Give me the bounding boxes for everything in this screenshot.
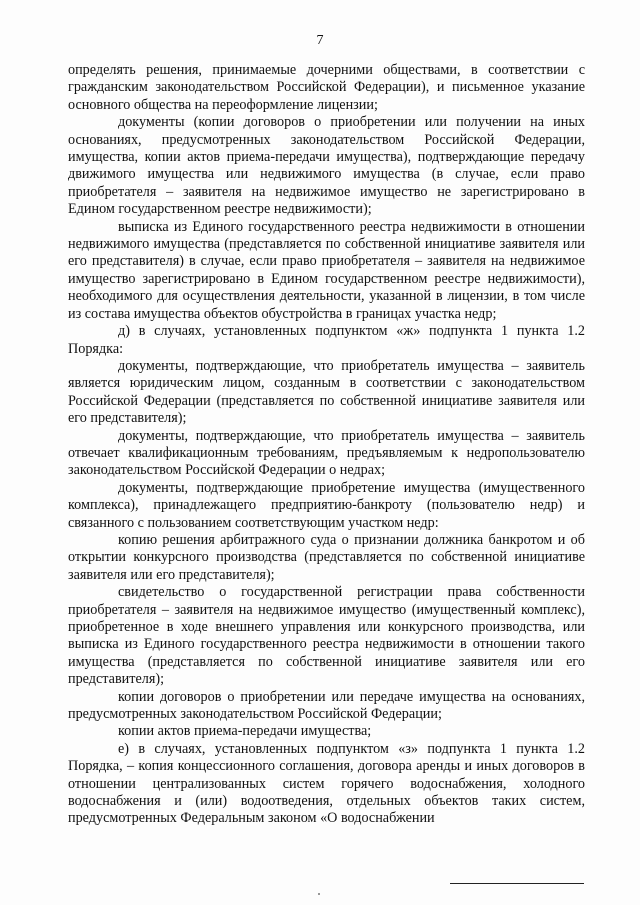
document-body [68, 62, 585, 828]
paragraph-4: д) в случаях, установленных подпунктом «ж» подпункта 1 пункта 1.2 Порядка: [68, 323, 585, 357]
paragraph-1: определять решения, принимаемые дочерними обществами, в соответствии с гражданским законодательством Российской Федерации), и письменное указание основного общества на переоформление лицензии; [68, 62, 585, 113]
paragraph-8: копию решения арбитражного суда о признании должника банкротом и об открытии конкурсного производства (представляется по собственной инициативе заявителя или его представителя); [68, 531, 585, 583]
footer-rule [450, 883, 584, 884]
page-number: 7 [316, 33, 324, 48]
paragraph-11: копии актов приема-передачи имущества; [118, 723, 372, 740]
paragraph-9: свидетельство о государственной регистрации права собственности приобретателя – заявителя на недвижимое имущество (имущественный комплекс), приобретенное в ходе внешнего управления или конкурсного производства, или выписка из Единого государственного реестра недвижимости в отношении такого имущества (представляется по собственной инициативе заявителя или его представителя); [68, 584, 585, 688]
paragraph-2: документы (копии договоров о приобретении или получении на иных основаниях, предусмотренных законодательством Российской Федерации, имущества, копии актов приема-передачи имущества), подтверждающие передачу движимого имущества или недвижимого имущества (в случае, если право приобретателя – заявителя на недвижимое имущество не зарегистрировано в Едином государственном реестре недвижимости); [68, 114, 585, 218]
paragraph-12: е) в случаях, установленных подпунктом «з» подпункта 1 пункта 1.2 Порядка, – копия концессионного соглашения, договора аренды и иных договоров в отношении централизованных систем горячего водоснабжения, холодного водоснабжения и (или) водоотведения, отдельных объектов таких систем, предусмотренных Федеральным законом «О водоснабжении [68, 740, 585, 827]
paragraph-10: копии договоров о приобретении или передаче имущества на основаниях, предусмотренных законодательством Российской Федерации; [68, 688, 585, 723]
paragraph-5: документы, подтверждающие, что приобретатель имущества – заявитель является юридическим лицом, созданным в соответствии с законодательством Российской Федерации (представляется по собственной инициативе заявителя или его представителя); [68, 357, 585, 427]
paragraph-6: документы, подтверждающие, что приобретатель имущества – заявитель отвечает квалификационным требованиям, предъявляемым к недропользователю законодательством Российской Федерации о недрах; [68, 427, 585, 479]
paragraph-7: документы, подтверждающие приобретение имущества (имущественного комплекса), принадлежащего предприятию-банкроту (пользователю недр) и связанного с пользованием соответствующим участком недр: [68, 479, 585, 531]
paragraph-3: выписка из Единого государственного реестра недвижимости в отношении недвижимого имущества (представляется по собственной инициативе заявителя или его представителя) в случае, если право приобретателя – заявителя на недвижимое имущество зарегистрировано в Едином государственном реестре недвижимости), необходимого для осуществления деятельности, указанной в лицензии, в том числе из состава имущества объектов обустройства в границах участка недр; [68, 218, 585, 322]
scan-artifact [318, 893, 320, 895]
